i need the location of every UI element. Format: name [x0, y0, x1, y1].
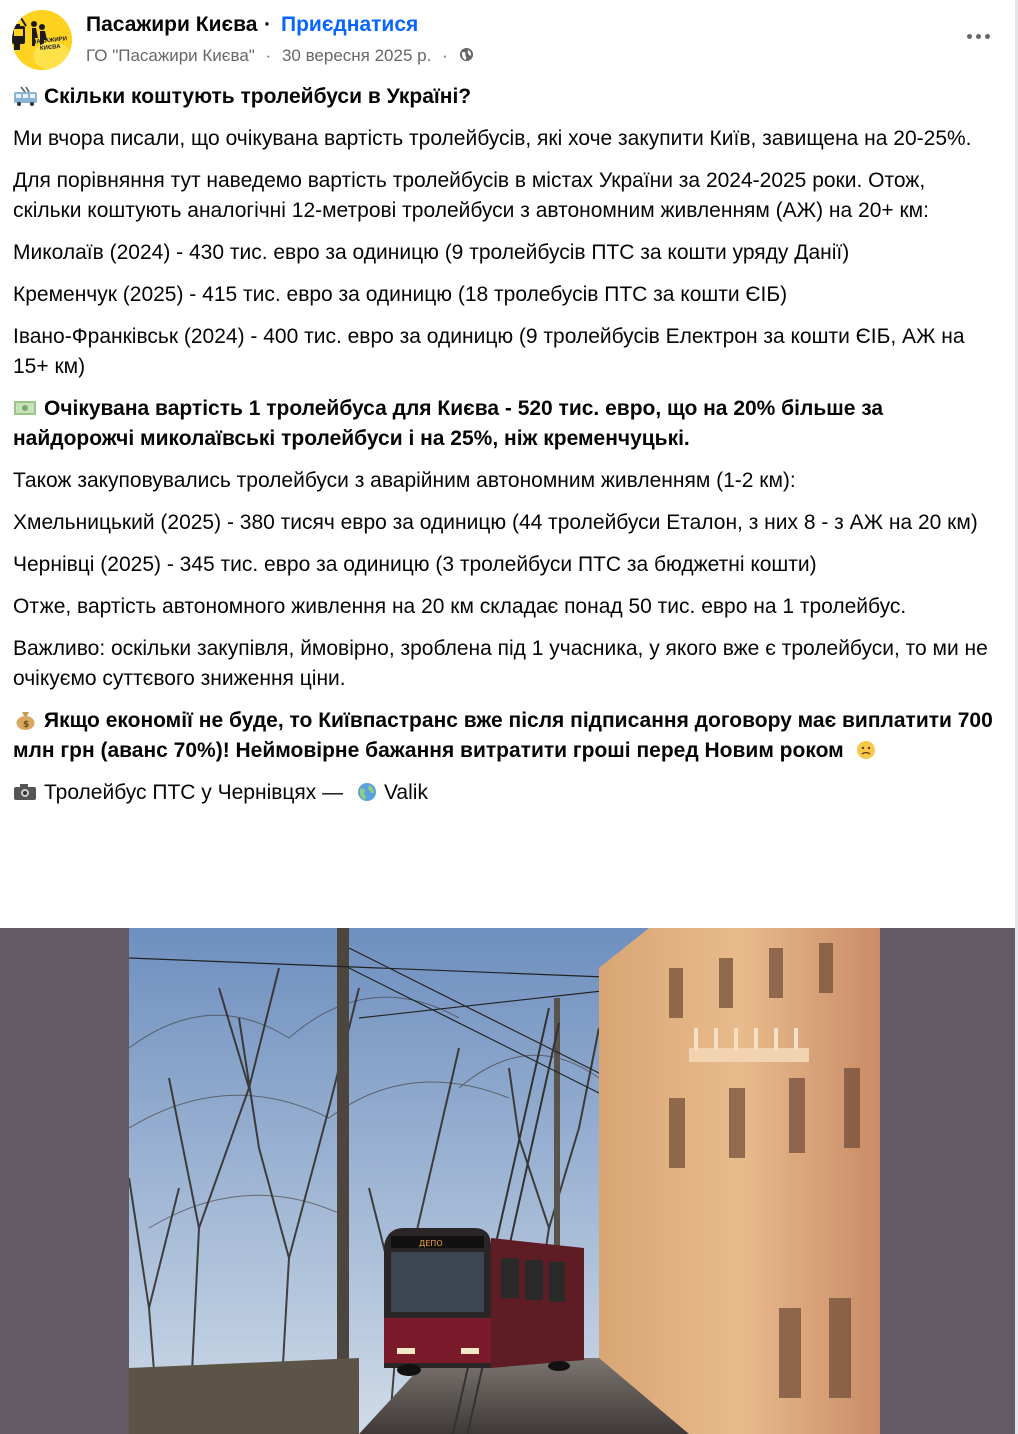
- money-emoji-icon: [13, 398, 38, 418]
- more-options-dot: [985, 34, 990, 39]
- paragraph-emergency: Також закуповувались тролейбуси з аварійним автономним живленням (1-2 км):: [13, 469, 796, 492]
- price-khmelnytskyi: Хмельницький (2025) - 380 тисяч евро за одиницю (44 тролейбуси Еталон, з них 8 - з АЖ на 20 км): [13, 511, 978, 534]
- paragraph-autonomy-cost: Отже, вартість автономного живлення на 20 км складає понад 50 тис. евро на 1 тролейбус.: [13, 595, 907, 618]
- more-options-dot: [976, 34, 981, 39]
- price-ivano-frankivsk: Івано-Франківськ (2024) - 400 тис. евро за одиницю (9 тролейбусів Електрон за кошти ЄІБ, АЖ на 15+ км): [13, 325, 965, 378]
- post-meta: [86, 45, 474, 66]
- photo-credit-text: Тролейбус ПТС у Чернівцях —: [44, 781, 344, 804]
- post-header: [12, 10, 1006, 72]
- photo-credit-author[interactable]: Valik: [383, 781, 428, 804]
- trolleybus-emoji-icon: [13, 86, 38, 106]
- post-title-line: [13, 82, 998, 112]
- post-author[interactable]: ГО "Пасажири Києва": [86, 45, 255, 65]
- paragraph-comparison: Для порівняння тут наведемо вартість тролейбусів в містах України за 2024-2025 роки. Отож, скільки коштують аналогічні 12-метрові тролейбуси з автономним живленням (АЖ) на 20+ км:: [13, 169, 929, 222]
- more-options-button[interactable]: [960, 24, 996, 48]
- globe-emoji-icon: [355, 782, 380, 802]
- money-bag-emoji-icon: [13, 710, 38, 730]
- price-mykolaiv: Миколаїв (2024) - 430 тис. евро за одиницю (9 тролейбусів ПТС за кошти уряду Данії): [13, 241, 850, 264]
- globe-icon[interactable]: [459, 47, 474, 62]
- post-photo[interactable]: [0, 928, 1015, 1434]
- highlight-kyiv-price: [13, 394, 998, 454]
- page-avatar[interactable]: [12, 10, 72, 70]
- paragraph-intro: Ми вчора писали, що очікувана вартість тролейбусів, які хоче закупити Київ, завищена на 20-25%.: [13, 127, 972, 150]
- highlight-advance: [13, 706, 998, 766]
- name-separator: ·: [264, 13, 271, 36]
- svg-text:$: $: [23, 720, 30, 730]
- avatar-text: ПАСАЖИРИ КИЄВА: [31, 36, 68, 53]
- post-date[interactable]: 30 вересня 2025 р.: [281, 45, 432, 65]
- camera-emoji-icon: [13, 782, 38, 802]
- photo-credit-line: [13, 778, 998, 808]
- sad-face-emoji-icon: [854, 740, 879, 760]
- join-button[interactable]: Приєднатися: [281, 13, 419, 36]
- highlight-advance-text: Якщо економії не буде, то Київпастранс вже після підписання договору має виплатити 700 млн грн (аванс 70%)! Неймовірне бажання витратити гроші перед Новим роком: [13, 709, 993, 762]
- highlight-kyiv-text: Очікувана вартість 1 тролейбуса для Києва - 520 тис. евро, що на 20% більше за найдорожчі миколаївські тролейбуси і на 25%, ніж кременчуцькі.: [13, 397, 884, 450]
- post-body: [13, 82, 998, 820]
- page-name-link[interactable]: Пасажири Києва: [86, 13, 258, 36]
- meta-separator: ·: [265, 45, 272, 65]
- meta-separator-2: ·: [442, 45, 448, 65]
- trolleybus-street-photo: [129, 928, 880, 1434]
- more-options-icon: [967, 34, 972, 39]
- post-title: Скільки коштують тролейбуси в Україні?: [44, 85, 472, 108]
- bus-destination-sign: ДЕПО: [419, 1239, 443, 1248]
- paragraph-important: Важливо: оскільки закупівля, ймовірно, зроблена під 1 учасника, у якого вже є тролейбуси, то ми не очікуємо суттєвого зниження ціни.: [13, 637, 988, 690]
- price-kremenchuk: Кременчук (2025) - 415 тис. евро за одиницю (18 тролебусів ПТС за кошти ЄІБ): [13, 283, 788, 306]
- price-chernivtsi: Чернівці (2025) - 345 тис. евро за одиницю (3 тролейбуси ПТС за бюджетні кошти): [13, 553, 817, 576]
